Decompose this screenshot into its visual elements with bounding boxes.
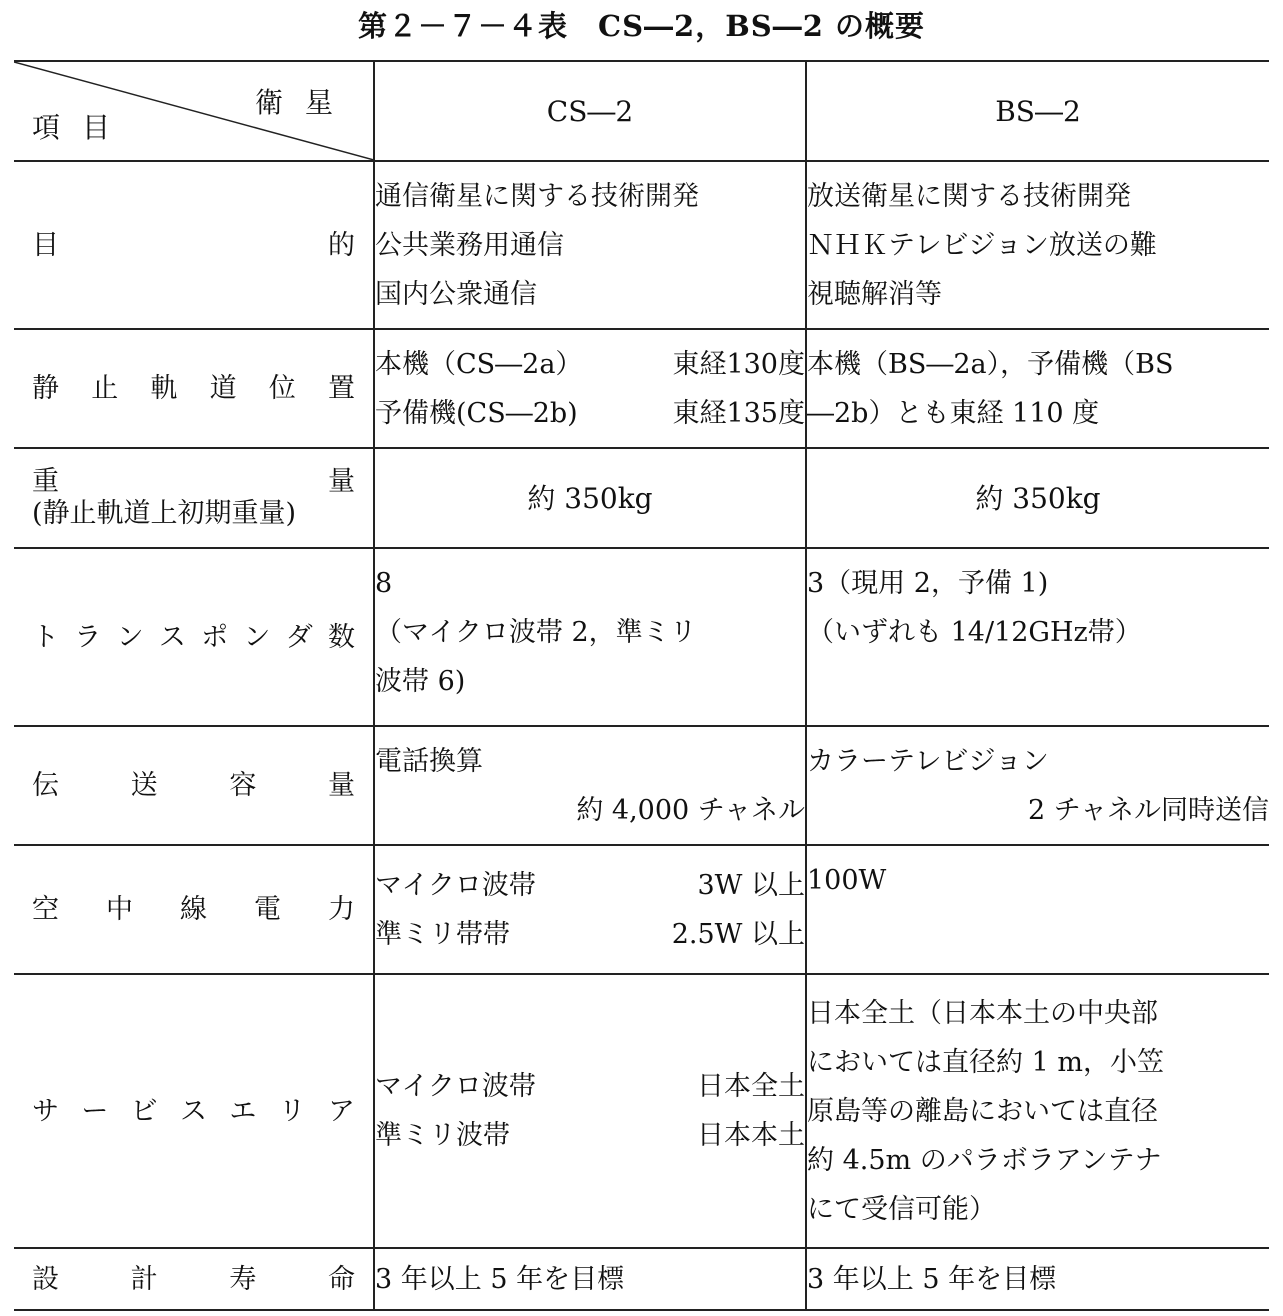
power-bs2 xyxy=(806,845,1269,974)
label-char: ー xyxy=(81,1095,109,1127)
text-line: マイクロ波帯 xyxy=(375,869,536,901)
label-sub: (静止軌道上初期重量) xyxy=(32,498,297,529)
row-label xyxy=(14,548,374,726)
label-char: 線 xyxy=(180,894,207,925)
text-line: 準ミリ帯帯 xyxy=(375,918,510,950)
row-label xyxy=(14,1248,374,1310)
text-line: 準ミリ波帯 xyxy=(375,1120,510,1151)
label-char: 命 xyxy=(327,1263,355,1295)
text-line: カラーテレビジョン xyxy=(807,745,1049,777)
label-char: 電 xyxy=(254,894,281,925)
text-line: 電話換算 xyxy=(375,745,483,777)
orbit-bs2 xyxy=(806,329,1269,448)
lifetime-cs2: 3 年以上 5 年を目標 xyxy=(374,1248,806,1310)
text-line: 3（現用 2，予備 1) xyxy=(807,568,1049,599)
label-char: 寿 xyxy=(229,1263,257,1295)
label-char: ス xyxy=(158,621,186,653)
purpose-cs2 xyxy=(374,161,806,329)
text-line: 約 4.5m のパラボラアンテナ xyxy=(807,1144,1162,1176)
row-label xyxy=(14,448,374,548)
row-label xyxy=(14,845,374,974)
transponders-cs2 xyxy=(374,548,806,726)
row-orbit-position xyxy=(14,329,1269,448)
text-line: 原島等の離島においては直径 xyxy=(807,1095,1158,1127)
label-char: ア xyxy=(327,1095,355,1127)
label-char: ン xyxy=(243,621,271,653)
transponders-bs2 xyxy=(806,548,1269,726)
label-char: 軌 xyxy=(150,373,178,404)
text-line: 予備機(CS―2b) xyxy=(375,397,578,429)
label-char: 設 xyxy=(32,1263,59,1295)
row-label xyxy=(14,329,374,448)
text-line: 約 4,000 チャネル xyxy=(576,794,805,826)
text-line: ＮＨＫテレビジョン放送の難 xyxy=(807,229,1157,261)
row-capacity xyxy=(14,726,1269,845)
header-item-label: 項目 xyxy=(32,111,133,144)
row-label xyxy=(14,974,374,1248)
label-char: ラ xyxy=(74,621,102,653)
row-label xyxy=(14,726,374,845)
diagonal-header-cell xyxy=(14,61,374,161)
text-line: ―2b）とも東経 110 度 xyxy=(807,397,1100,429)
row-purpose xyxy=(14,161,1269,329)
label-char: ス xyxy=(179,1095,207,1127)
row-transponders xyxy=(14,548,1269,726)
label-char: 容 xyxy=(229,770,257,801)
text-line: 視聴解消等 xyxy=(807,278,942,310)
text-line: においては直径約 1 m，小笠 xyxy=(807,1046,1164,1078)
row-service-area xyxy=(14,974,1269,1248)
text-line: 本機（BS―2a），予備機（BS xyxy=(807,348,1174,380)
header-cs2: CS―2 xyxy=(374,61,806,161)
label-char: サ xyxy=(32,1095,59,1127)
service-bs2 xyxy=(806,974,1269,1248)
label-char: 数 xyxy=(327,621,355,653)
text-line: 国内公衆通信 xyxy=(375,278,537,310)
text-line: 本機（CS―2a） xyxy=(375,348,583,380)
capacity-cs2 xyxy=(374,726,806,845)
capacity-bs2 xyxy=(806,726,1269,845)
label-char: ポ xyxy=(201,621,229,653)
text-line: マイクロ波帯 xyxy=(375,1071,536,1102)
label-char: 伝 xyxy=(32,770,59,801)
text-value: 3W 以上 xyxy=(697,869,805,901)
text-line: （いずれも 14/12GHz帯） xyxy=(807,617,1142,648)
header-row xyxy=(14,61,1269,161)
row-design-life xyxy=(14,1248,1269,1310)
label-char: 計 xyxy=(130,1263,158,1295)
label-char: ビ xyxy=(130,1095,158,1127)
label-char: ダ xyxy=(285,621,313,653)
text-value: 日本全土 xyxy=(697,1071,805,1102)
text-line: 公共業務用通信 xyxy=(375,229,564,261)
header-satellite-label: 衛星 xyxy=(254,86,355,119)
lifetime-bs2: 3 年以上 5 年を目標 xyxy=(806,1248,1269,1310)
text-line: （マイクロ波帯 2，準ミリ xyxy=(375,617,697,648)
text-value: 東経135度 xyxy=(672,397,805,429)
label-char: 的 xyxy=(328,229,355,261)
text-value: 2.5W 以上 xyxy=(671,918,805,950)
text-line: 日本全土（日本本土の中央部 xyxy=(807,997,1158,1029)
label-char: 重 xyxy=(32,466,59,497)
text-value: 東経130度 xyxy=(672,348,805,380)
label-char: 道 xyxy=(209,373,237,404)
text-line: 2 チャネル同時送信 xyxy=(1028,794,1269,826)
purpose-bs2 xyxy=(806,161,1269,329)
text-line: 放送衛星に関する技術開発 xyxy=(807,180,1131,212)
service-cs2 xyxy=(374,974,806,1248)
mass-cs2: 約 350kg xyxy=(374,448,806,548)
text-line: 通信衛星に関する技術開発 xyxy=(375,180,699,212)
label-char: 量 xyxy=(327,770,355,801)
text-line: 波帯 6) xyxy=(375,666,466,697)
orbit-cs2 xyxy=(374,329,806,448)
label-char: 止 xyxy=(91,373,119,404)
text-line: にて受信可能） xyxy=(807,1193,996,1225)
label-char: 静 xyxy=(32,373,59,404)
label-char: 送 xyxy=(130,770,158,801)
row-antenna-power xyxy=(14,845,1269,974)
row-label xyxy=(14,161,374,329)
table-title: 第２－７－４表 CS―2，BS―2 の概要 xyxy=(358,9,925,43)
header-bs2: BS―2 xyxy=(806,61,1269,161)
label-char: 置 xyxy=(327,373,355,404)
label-char: 中 xyxy=(106,894,133,925)
satellite-overview-table xyxy=(14,60,1269,1311)
label-char: 目 xyxy=(32,229,59,261)
text-line: 8 xyxy=(375,568,393,599)
text-line: 100W xyxy=(807,865,887,896)
label-char: ト xyxy=(32,621,59,653)
label-char: 量 xyxy=(328,466,355,497)
text-value: 日本本土 xyxy=(697,1120,805,1151)
label-char: 力 xyxy=(328,894,355,925)
label-char: 空 xyxy=(32,894,59,925)
power-cs2 xyxy=(374,845,806,974)
row-mass xyxy=(14,448,1269,548)
label-char: ン xyxy=(116,621,144,653)
label-char: エ xyxy=(229,1095,257,1127)
mass-bs2: 約 350kg xyxy=(806,448,1269,548)
label-char: リ xyxy=(278,1095,306,1127)
label-char: 位 xyxy=(268,373,296,404)
